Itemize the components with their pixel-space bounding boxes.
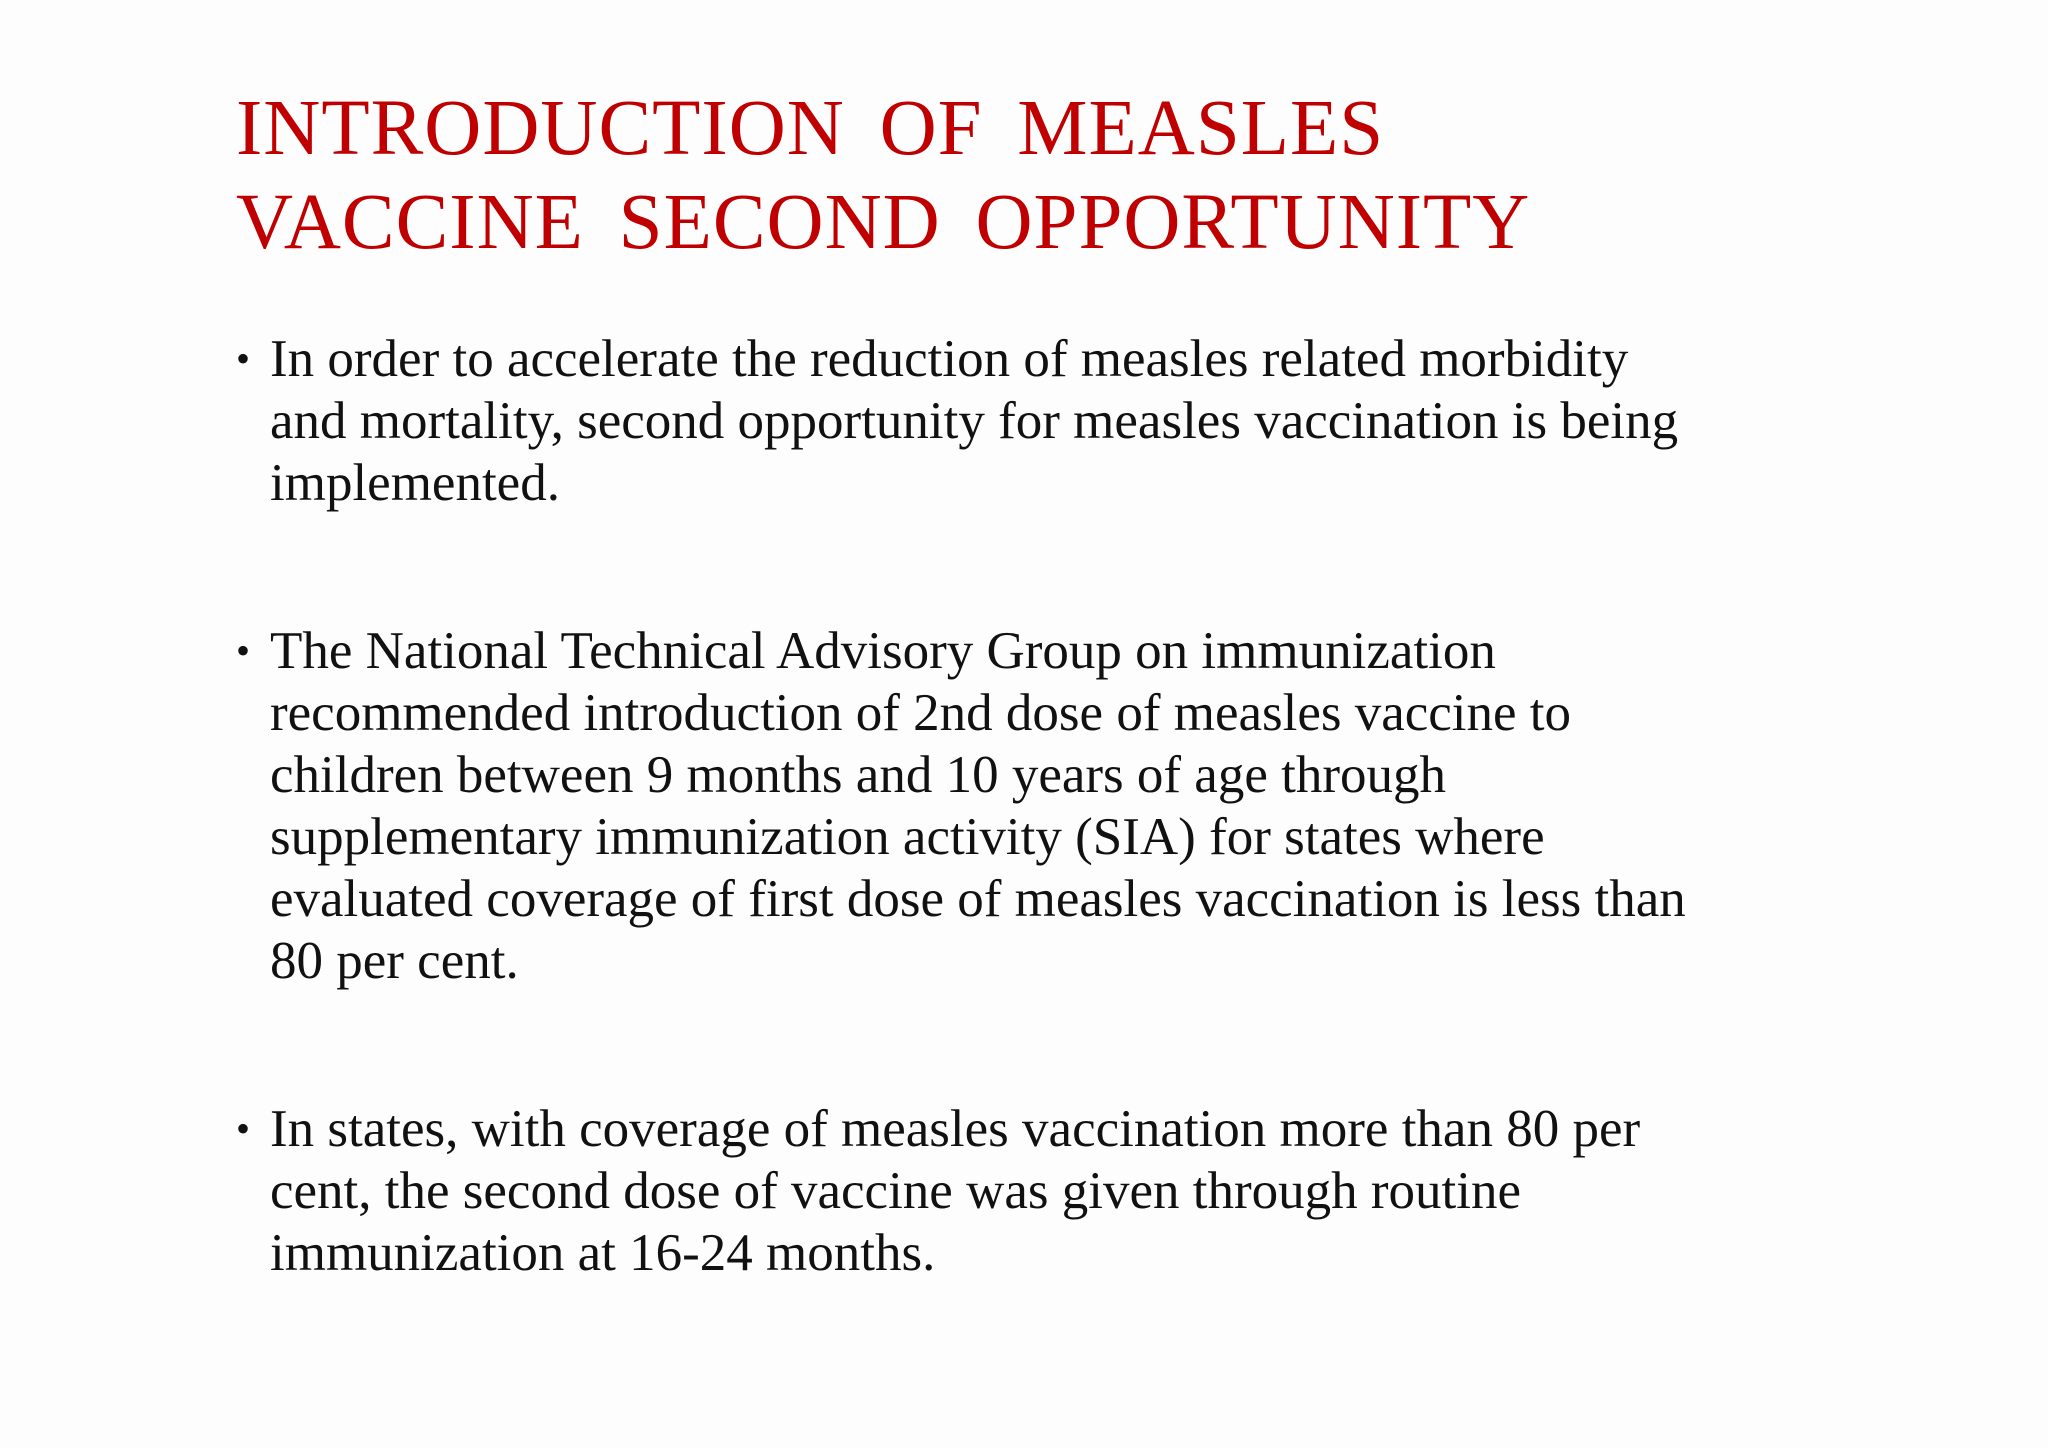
bullet-list: [236, 328, 1876, 1284]
bullet-line: immunization at 16-24 months.: [270, 1224, 936, 1282]
slide-title: [236, 82, 1856, 270]
title-line: VACCINE SECOND OPPORTUNITY: [236, 179, 1531, 266]
bullet-icon: •: [236, 1106, 251, 1151]
bullet-item: [236, 1098, 1876, 1284]
bullet-icon: •: [236, 628, 251, 673]
bullet-item: [236, 620, 1876, 992]
bullet-line: supplementary immunization activity (SIA) for states where: [270, 808, 1545, 866]
bullet-line: implemented.: [270, 454, 560, 512]
bullet-text: [270, 620, 1876, 992]
bullet-icon: •: [236, 336, 251, 381]
bullet-line: evaluated coverage of first dose of measles vaccination is less than: [270, 870, 1686, 928]
title-line: INTRODUCTION OF MEASLES: [236, 85, 1385, 172]
bullet-text: [270, 328, 1876, 514]
bullet-line: children between 9 months and 10 years of age through: [270, 746, 1446, 804]
bullet-line: The National Technical Advisory Group on immunization: [270, 622, 1496, 680]
bullet-line: In order to accelerate the reduction of measles related morbidity: [270, 330, 1629, 388]
bullet-item: [236, 328, 1876, 514]
bullet-text: [270, 1098, 1876, 1284]
bullet-line: cent, the second dose of vaccine was given through routine: [270, 1162, 1521, 1220]
bullet-line: and mortality, second opportunity for measles vaccination is being: [270, 392, 1679, 450]
bullet-line: recommended introduction of 2nd dose of measles vaccine to: [270, 684, 1572, 742]
bullet-line: In states, with coverage of measles vaccination more than 80 per: [270, 1100, 1641, 1158]
bullet-line: 80 per cent.: [270, 932, 519, 990]
